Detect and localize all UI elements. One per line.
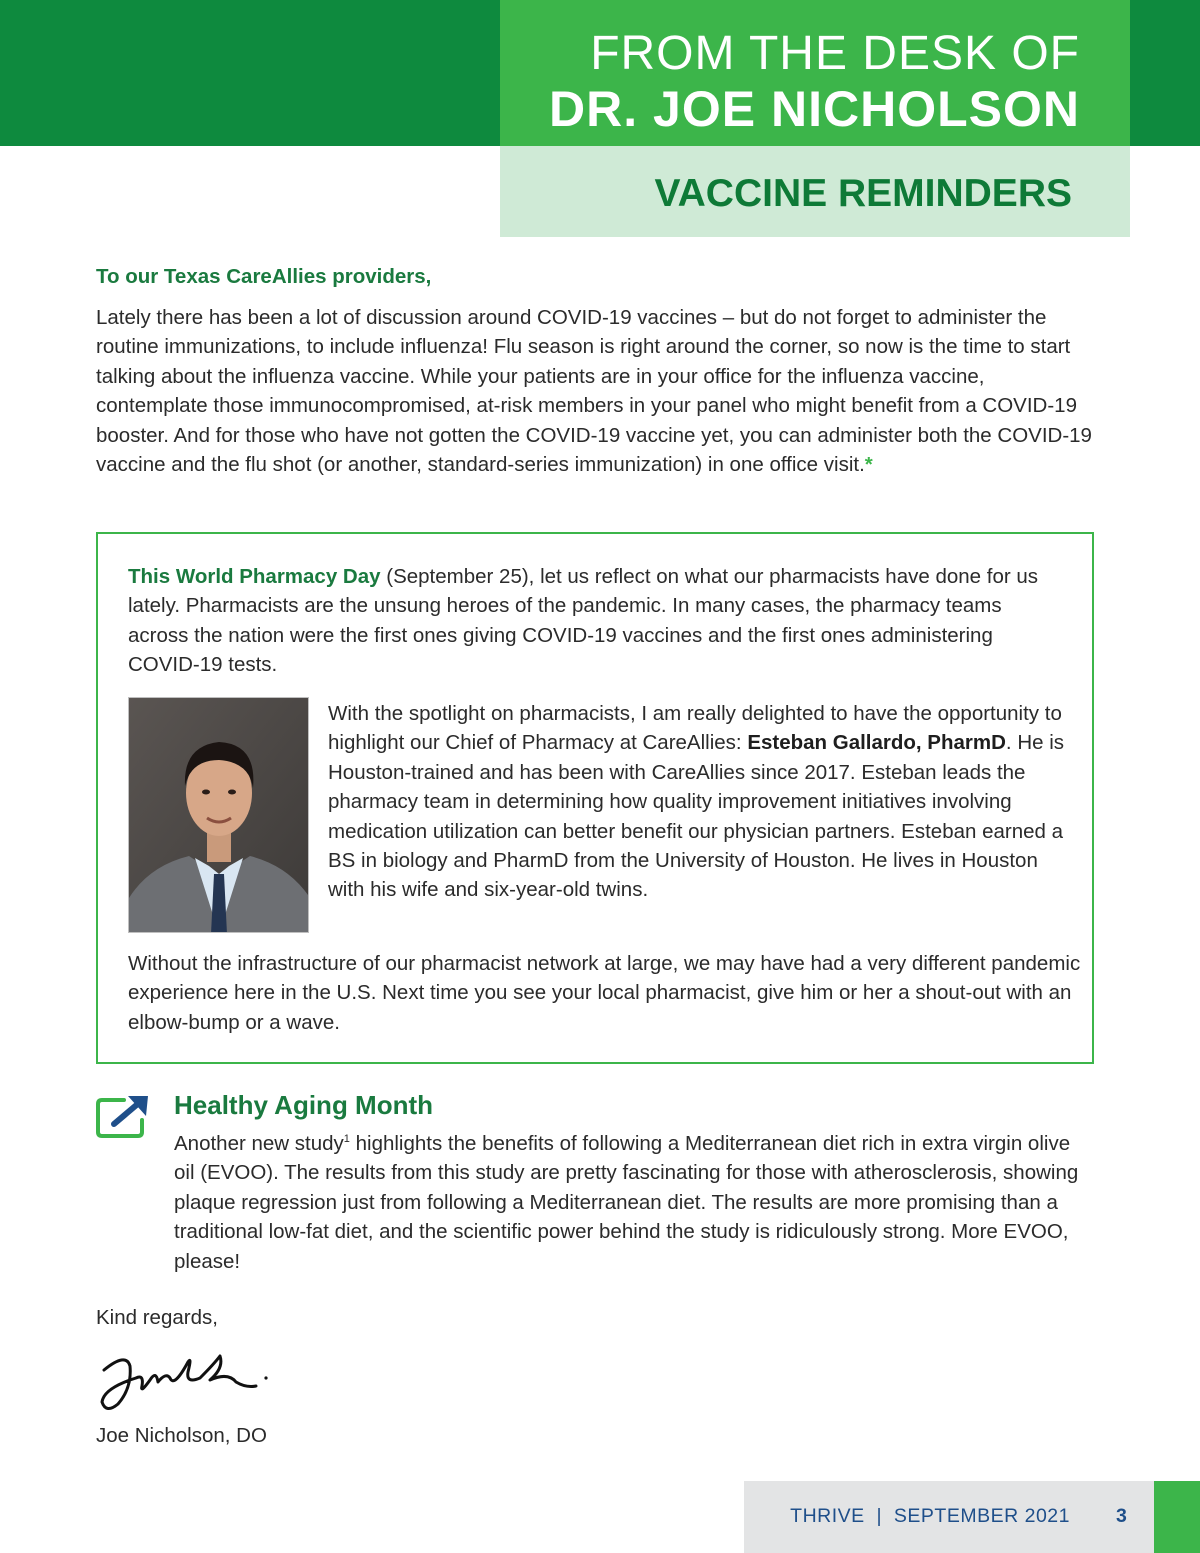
header-line-1: FROM THE DESK OF <box>590 27 1080 80</box>
footnote-marker: 1 <box>343 1133 350 1146</box>
portrait-photo <box>128 697 309 933</box>
closing-regards: Kind regards, <box>96 1306 218 1329</box>
salutation: To our Texas CareAllies providers, <box>96 265 432 288</box>
pharmacy-day-paragraph <box>128 562 1048 680</box>
header-title: DR. JOE NICHOLSON <box>549 81 1080 137</box>
section-subtitle: VACCINE REMINDERS <box>654 172 1072 215</box>
pharmacy-day-box <box>96 532 1094 1064</box>
pharmacist-network-paragraph: Without the infrastructure of our pharmacist network at large, we may have had a very different pandemic experience here in the U.S. Next time you see your local pharmacist, give him or her a shout-out with an elbow-bump or a wave. <box>128 952 1081 1034</box>
healthy-aging-text-start: Another new study <box>174 1132 344 1155</box>
intro-paragraph <box>96 303 1096 479</box>
external-link-icon[interactable] <box>96 1094 150 1140</box>
signature <box>96 1348 276 1418</box>
page-number: 3 <box>1116 1505 1127 1527</box>
intro-text: Lately there has been a lot of discussion around COVID-19 vaccines – but do not forget to administer the routine immunizations, to include influenza! Flu season is right around the corner, so now is the time to start talking about the influenza vaccine. While your patients are in your office for the influenza vaccine, contemplate those immunocompromised, at-risk members in your panel who might benefit from a COVID-19 booster. And for those who have not gotten the COVID-19 vaccine yet, you can administer both the COVID-19 vaccine and the flu shot (or another, standard-series immunization) in one office visit. <box>96 306 1092 477</box>
pharmacist-profile-paragraph <box>328 699 1068 905</box>
healthy-aging-paragraph <box>174 1129 1084 1276</box>
pharmacy-day-text: (September 25), let us reflect on what our pharmacists have done for us lately. Pharmacists are the unsung heroes of the pandemic. In many cases, the pharmacy teams across the nation were the first ones giving COVID-19 vaccines and the first ones administering COVID-19 tests. <box>128 565 1039 677</box>
pharmacist-name: Esteban Gallardo, PharmD <box>747 731 1006 755</box>
profile-text-rest: . He is Houston-trained and has been with CareAllies since 2017. Esteban leads the pharmacy team in determining how quality improvement initiatives involving medication utilization can better benefit our physician partners. Esteban earned a BS in biology and PharmD from the University of Houston. He lives in Houston with his wife and six-year-old twins. <box>328 731 1065 902</box>
healthy-aging-title: Healthy Aging Month <box>174 1090 434 1120</box>
footer-publication: THRIVE | SEPTEMBER 2021 <box>790 1505 1070 1527</box>
footer-accent <box>1154 1481 1200 1553</box>
signer-name: Joe Nicholson, DO <box>96 1424 267 1447</box>
profile-text-start: With the spotlight on pharmacists, I am really delighted to have the opportunity to highlight our Chief of Pharmacy at CareAllies: <box>328 702 1062 755</box>
pharmacy-day-highlight: This World Pharmacy Day <box>128 565 381 588</box>
intro-asterisk: * <box>864 453 873 477</box>
healthy-aging-text-rest: highlights the benefits of following a Mediterranean diet rich in extra virgin olive oil (EVOO). The results from this study are pretty fascinating for those with atherosclerosis, showing plaque regression just from following a Mediterranean diet. The results are more promising than a traditional low-fat diet, and the scientific power behind the study is ridiculously strong. More EVOO, please! <box>174 1132 1079 1273</box>
